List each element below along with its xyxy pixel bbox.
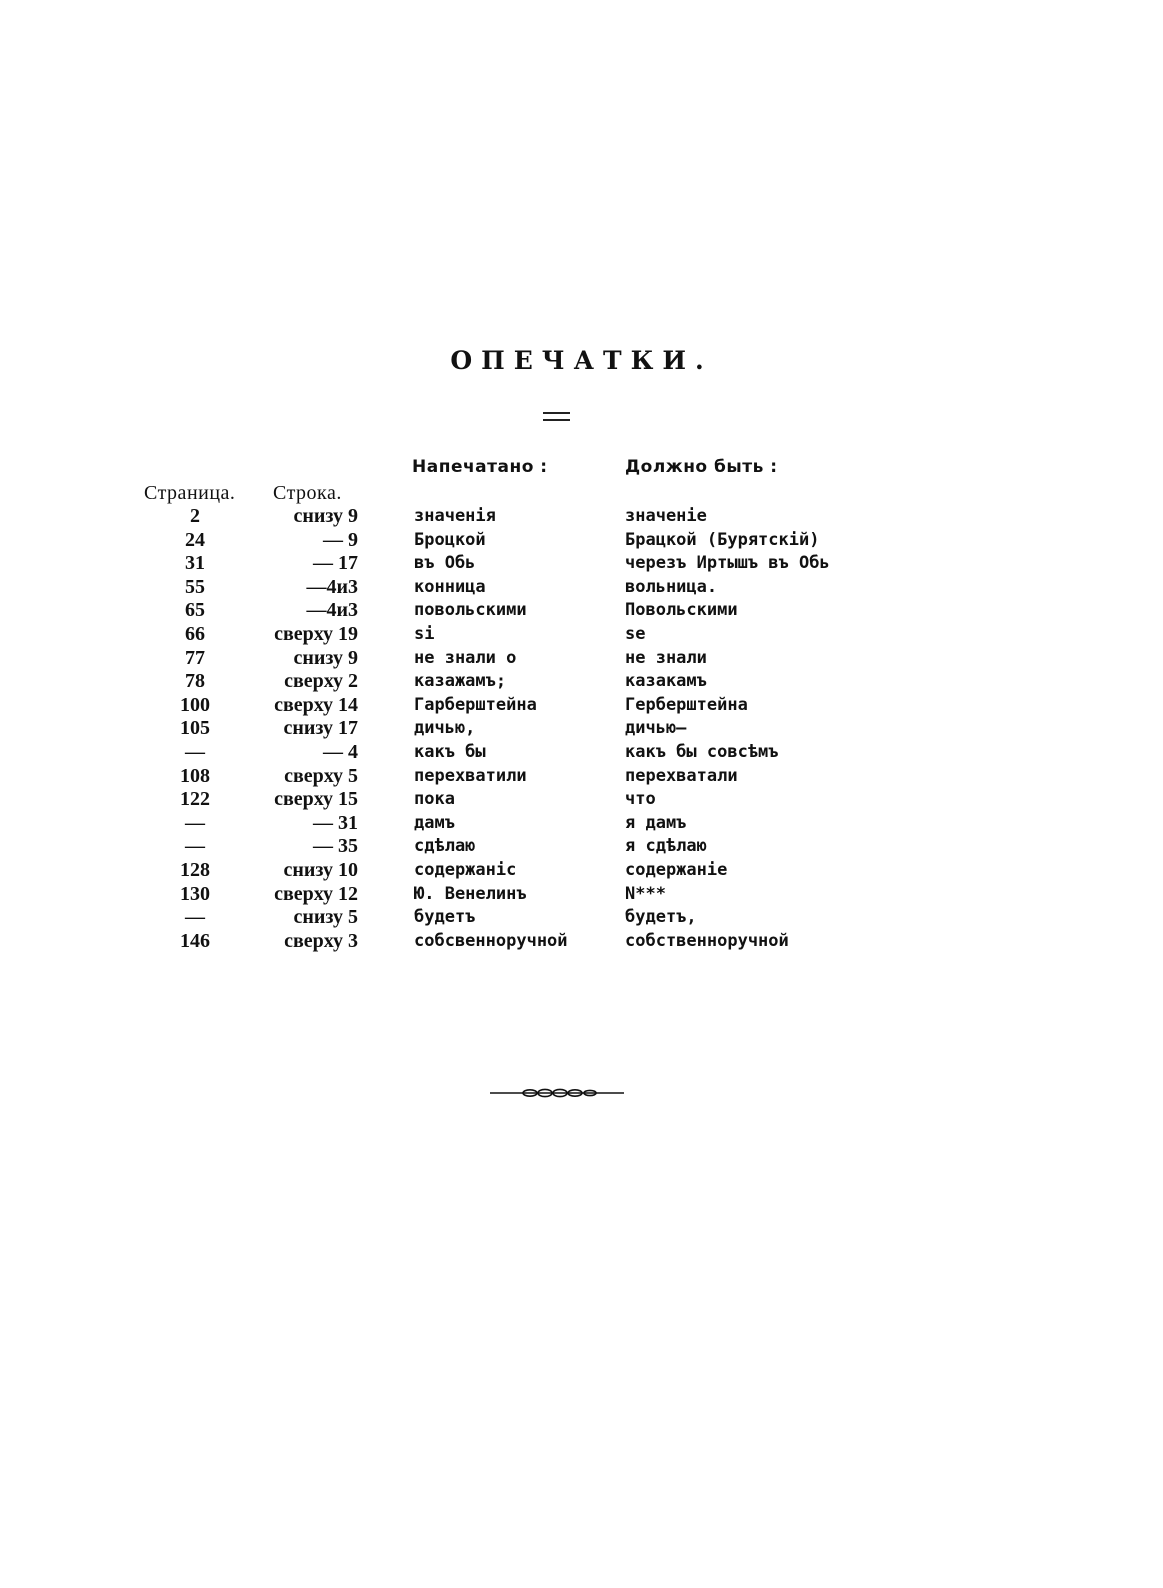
correct-text: будетъ, — [625, 907, 697, 928]
page-number: 146 — [180, 929, 210, 952]
table-row — [0, 859, 1163, 883]
table-row — [0, 883, 1163, 907]
printed-text: сдѣлаю — [414, 836, 476, 857]
line-ref: сверху 19 — [274, 622, 358, 645]
line-ref: —4и3 — [306, 575, 358, 598]
line-ref: — 4 — [323, 740, 358, 763]
page-number: 122 — [180, 788, 210, 811]
printed-text: дамъ — [414, 812, 455, 833]
correct-text: перехватали — [625, 765, 738, 786]
line-ref: — 17 — [313, 552, 358, 575]
printed-text: перехватили — [414, 765, 527, 786]
table-row — [0, 812, 1163, 836]
printed-text: пока — [414, 789, 455, 810]
correct-text: вольница. — [625, 576, 718, 597]
correct-text: Повольскими — [625, 600, 738, 621]
table-row — [0, 930, 1163, 954]
page-number: 55 — [185, 575, 205, 598]
page-number: — — [185, 740, 205, 763]
correct-text: дичью— — [625, 718, 687, 739]
table-row — [0, 647, 1163, 671]
correct-text: я сдѣлаю — [625, 836, 707, 857]
page-number: 128 — [180, 858, 210, 881]
page-number: 2 — [190, 505, 200, 527]
page-number: 130 — [180, 882, 210, 905]
correct-text: какъ бы совсѣмъ — [625, 741, 779, 762]
line-ref: — 35 — [313, 835, 358, 858]
line-ref: — 31 — [313, 811, 358, 834]
line-column-header: Строка. — [273, 482, 342, 504]
printed-text: Броцкой — [414, 529, 486, 550]
page-number: 108 — [180, 764, 210, 787]
line-ref: сверху 5 — [284, 764, 358, 787]
ornament-divider — [490, 1086, 624, 1100]
line-ref: сверху 2 — [284, 670, 358, 693]
page-number: 65 — [185, 599, 205, 622]
printed-text: конница — [414, 576, 486, 597]
printed-text: какъ бы — [414, 741, 486, 762]
printed-text: содержаніс — [414, 859, 517, 880]
correct-text: содержаніе — [625, 859, 728, 880]
table-row — [0, 623, 1163, 647]
page-number: — — [185, 906, 205, 929]
page-number: 100 — [180, 693, 210, 716]
page-title: ОПЕЧАТКИ. — [450, 346, 713, 375]
line-ref: снизу 5 — [293, 906, 358, 929]
page-number: 77 — [185, 646, 205, 669]
table-row — [0, 717, 1163, 741]
correct-text: Герберштейна — [625, 694, 748, 715]
table-row — [0, 576, 1163, 600]
correct-column-header: Должно быть : — [625, 457, 778, 477]
page-number: 105 — [180, 717, 210, 740]
printed-text: повольскими — [414, 600, 527, 621]
table-row — [0, 765, 1163, 789]
printed-text: казажамъ; — [414, 671, 507, 692]
line-ref: сверху 3 — [284, 929, 358, 952]
page-number: 78 — [185, 670, 205, 693]
line-ref: снизу 9 — [293, 646, 358, 669]
line-ref: сверху 12 — [274, 882, 358, 905]
table-row — [0, 694, 1163, 718]
page-number: 24 — [185, 528, 205, 551]
line-ref: снизу 10 — [283, 858, 358, 881]
correct-text: казакамъ — [625, 671, 707, 692]
table-row — [0, 529, 1163, 553]
table-row — [0, 670, 1163, 694]
printed-text: Ю. Венелинъ — [414, 883, 527, 904]
printed-text: въ Обь — [414, 553, 476, 574]
table-row — [0, 599, 1163, 623]
page-number: 66 — [185, 622, 205, 645]
printed-text: собсвенноручной — [414, 930, 568, 951]
line-ref: сверху 14 — [274, 693, 358, 716]
correct-text: собственноручной — [625, 930, 789, 951]
page-number: 31 — [185, 552, 205, 575]
printed-text: значенія — [414, 506, 496, 526]
correct-text: N*** — [625, 883, 666, 904]
table-row — [0, 906, 1163, 930]
correct-text: что — [625, 789, 656, 810]
correct-text: не знали — [625, 647, 707, 668]
table-row — [0, 552, 1163, 576]
printed-text: дичью, — [414, 718, 476, 739]
line-ref: снизу 9 — [293, 505, 358, 527]
table-row — [0, 505, 1163, 529]
page-number: — — [185, 811, 205, 834]
printed-text: si — [414, 623, 435, 644]
correct-text: я дамъ — [625, 812, 687, 833]
line-ref: сверху 15 — [274, 788, 358, 811]
correct-text: значеніе — [625, 506, 707, 526]
printed-text: не знали о — [414, 647, 517, 668]
errata-table — [0, 505, 1163, 953]
table-row — [0, 741, 1163, 765]
page-number: — — [185, 835, 205, 858]
printed-column-header: Напечатано : — [412, 457, 548, 477]
printed-text: будетъ — [414, 907, 476, 928]
table-row — [0, 835, 1163, 859]
line-ref: — 9 — [323, 528, 358, 551]
line-ref: снизу 17 — [283, 717, 358, 740]
correct-text: se — [625, 623, 646, 644]
page-column-header: Страница. — [144, 482, 236, 504]
correct-text: Брацкой (Бурятскій) — [625, 529, 820, 550]
table-row — [0, 788, 1163, 812]
line-ref: —4и3 — [306, 599, 358, 622]
printed-text: Гарберштейна — [414, 694, 537, 715]
title-double-rule — [543, 412, 570, 421]
correct-text: черезъ Иртышъ въ Обь — [625, 553, 830, 574]
